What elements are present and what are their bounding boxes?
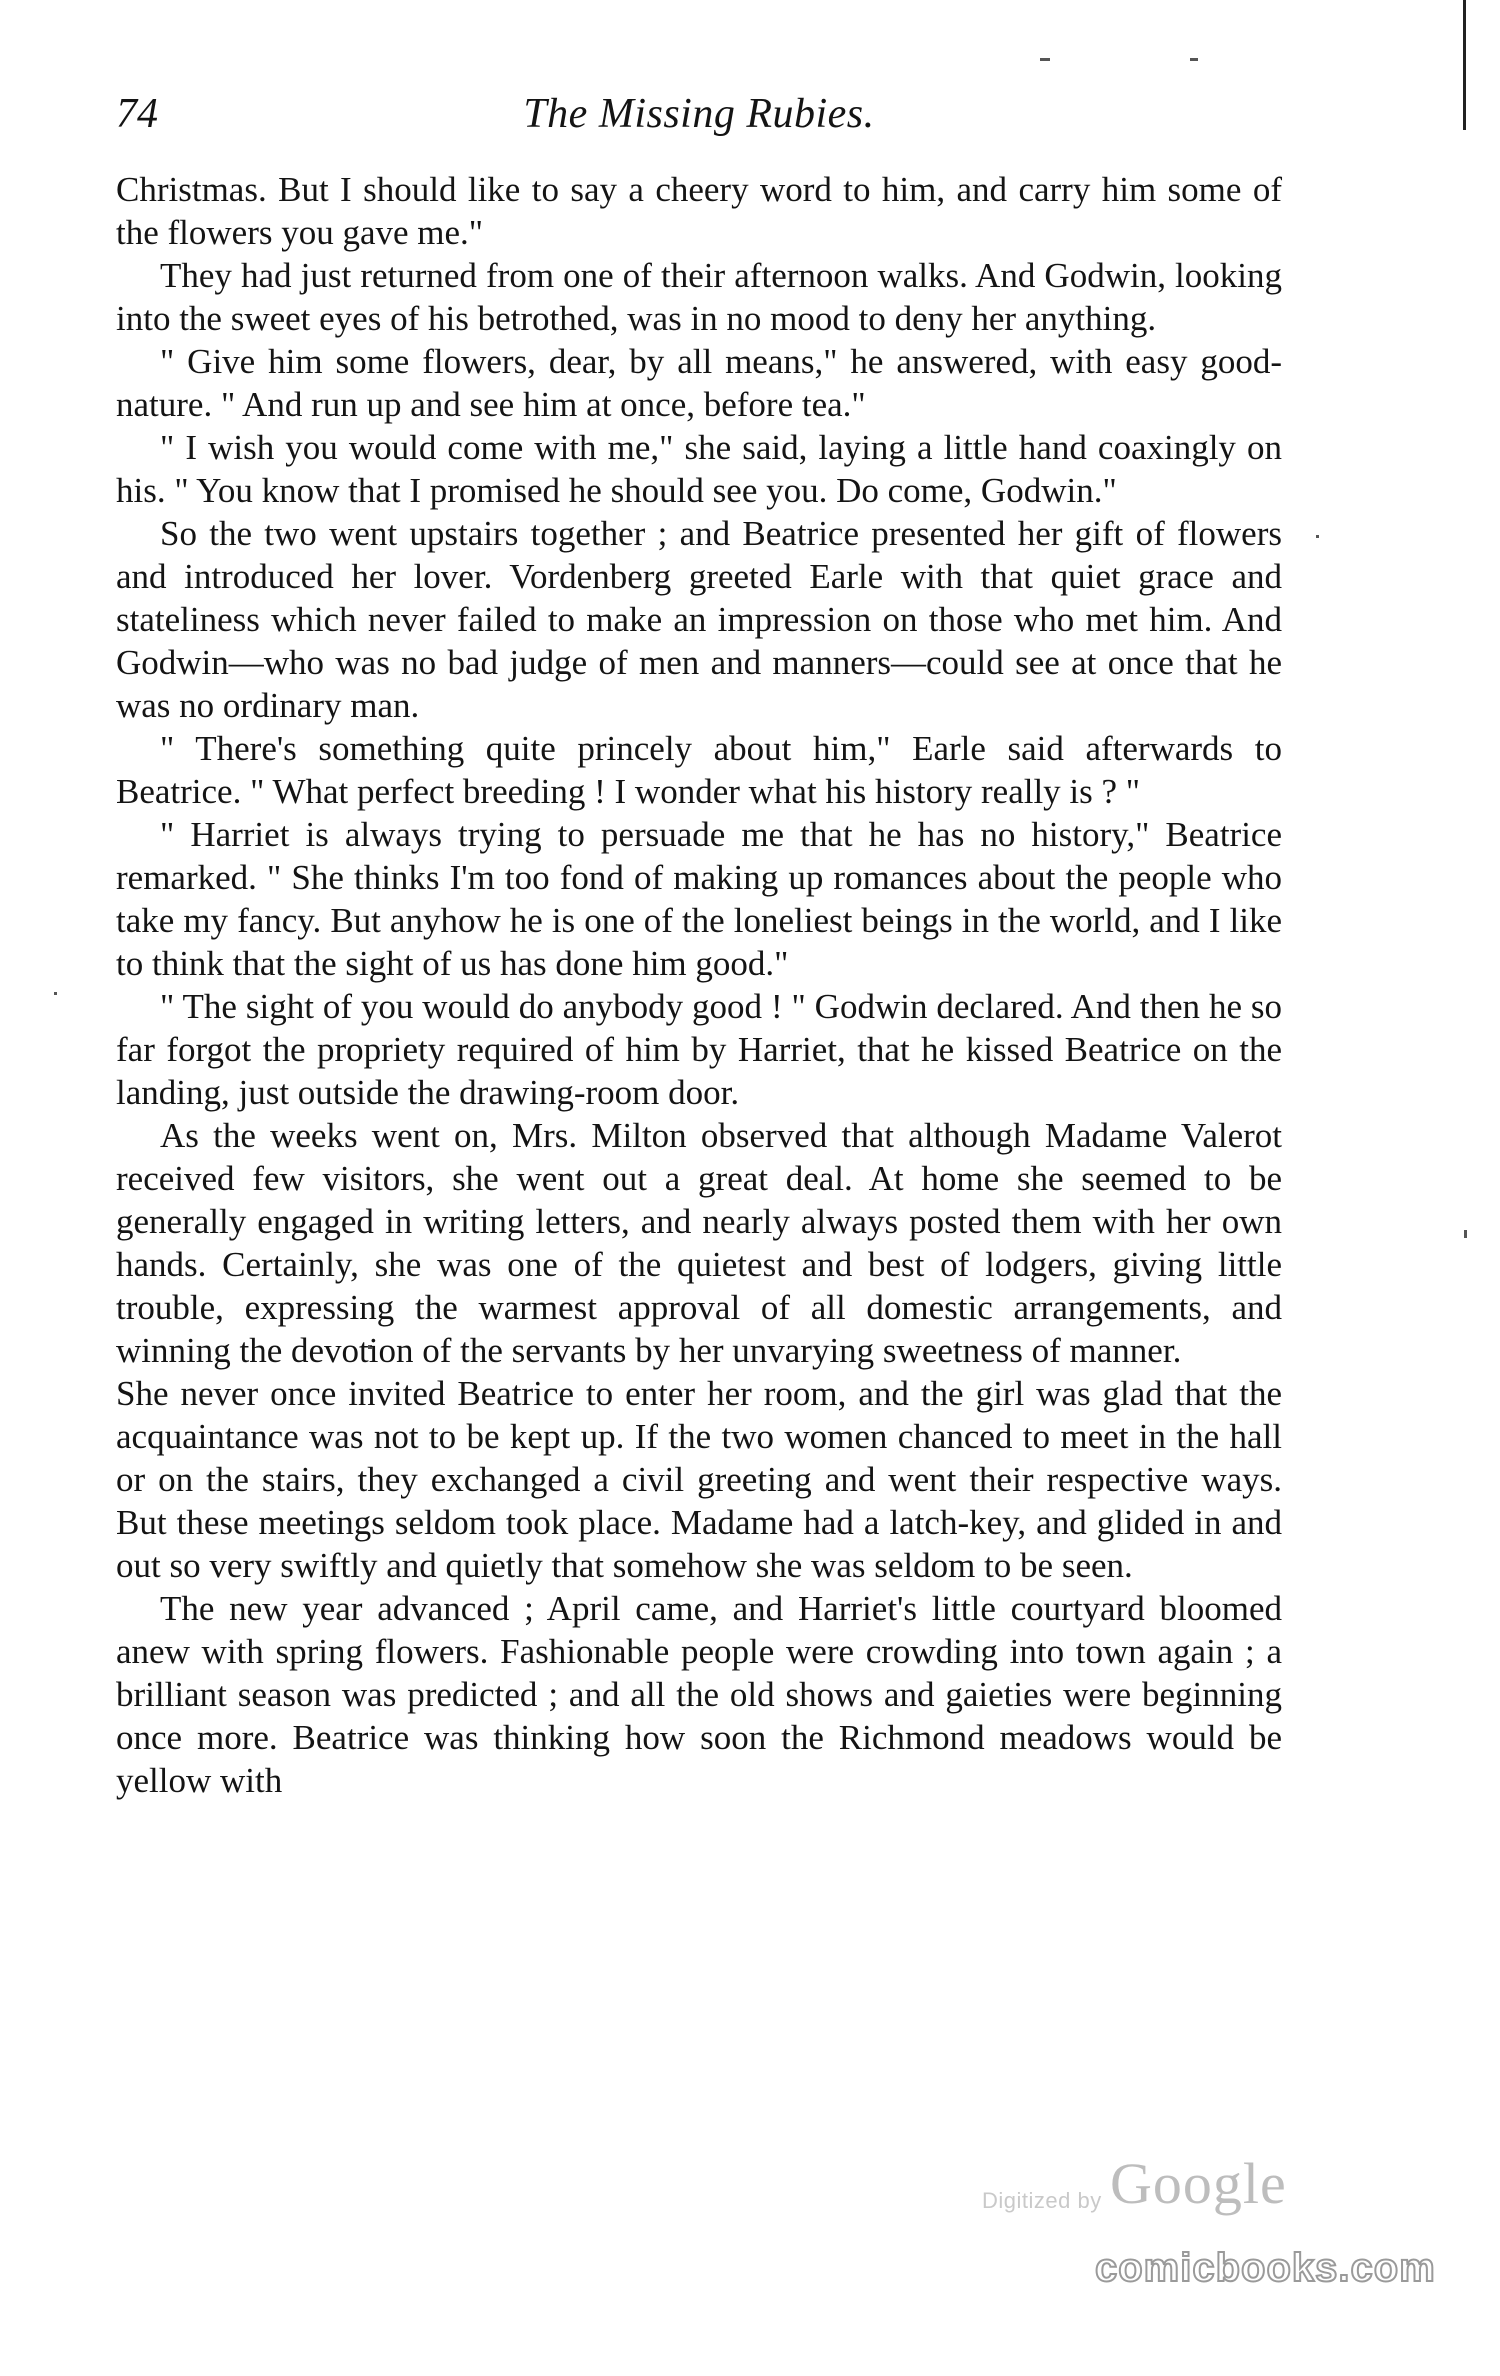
paragraph: " There's something quite princely about him," Earle said afterwards to Beatrice. " What perfect breeding ! I wonder what his history really is ? "	[116, 729, 1282, 811]
google-logo-text: Google	[1110, 2151, 1287, 2216]
running-header	[116, 84, 1282, 144]
digitized-by-label: Digitized by	[982, 2188, 1102, 2213]
paragraph: The new year advanced ; April came, and Harriet's little courtyard bloomed anew with spring flowers. Fashionable people were crowding into town again ; a brilliant season was predicted ; and all the old shows and gaieties were beginning once more. Beatrice was thinking how soon the Richmond meadows would be yellow with	[116, 1589, 1282, 1800]
paragraph: " Give him some flowers, dear, by all means," he answered, with easy good-nature. " And run up and see him at once, before tea."	[116, 342, 1282, 424]
page-number: 74	[116, 91, 158, 137]
scan-speck	[54, 992, 57, 995]
paragraph: " I wish you would come with me," she said, laying a little hand coaxingly on his. " You know that I promised he should see you. Do come, Godwin."	[116, 428, 1282, 510]
scan-speck	[1040, 58, 1050, 61]
page-edge-rule	[1463, 0, 1466, 130]
paragraph: They had just returned from one of their afternoon walks. And Godwin, looking into the sweet eyes of his betrothed, was in no mood to deny her anything.	[116, 256, 1282, 338]
scan-speck	[1190, 58, 1198, 61]
paragraph: " The sight of you would do anybody good ! " Godwin declared. And then he so far forgot the propriety required of him by Harriet, that he kissed Beatrice on the landing, just outside the drawing-room door.	[116, 987, 1282, 1112]
body-text	[116, 168, 1282, 1802]
paragraph: So the two went upstairs together ; and Beatrice presented her gift of flowers and introduced her lover. Vordenberg greeted Earle with that quiet grace and stateliness which never failed to make an impression on those who met him. And Godwin—who was no bad judge of men and manners—could see at once that he was no ordinary man.	[116, 514, 1282, 725]
scan-speck	[1316, 535, 1319, 538]
digitized-by-google-stamp	[970, 2150, 1290, 2220]
paragraph: She never once invited Beatrice to enter her room, and the girl was glad that the acquaintance was not to be kept up. If the two women chanced to meet in the hall or on the stairs, they exchanged a civil greeting and went their respective ways. But these meetings seldom took place. Madame had a latch-key, and glided in and out so very swiftly and quietly that somehow she was seldom to be seen.	[116, 1374, 1282, 1585]
scan-speck	[1464, 1230, 1467, 1238]
paragraph: As the weeks went on, Mrs. Milton observed that although Madame Valerot received few visitors, she went out a great deal. At home she seemed to be generally engaged in writing letters, and nearly always posted them with her own hands. Certainly, she was one of the quietest and best of lodgers, giving little trouble, expressing the warmest approval of all domestic arrangements, and winning the devotion of the servants by her unvarying sweetness of manner.	[116, 1116, 1282, 1370]
site-watermark: comicbooks.com	[1095, 2246, 1436, 2290]
running-title: The Missing Rubies.	[523, 91, 875, 137]
paragraph: Christmas. But I should like to say a cheery word to him, and carry him some of the flowers you gave me."	[116, 170, 1282, 252]
paragraph: " Harriet is always trying to persuade me that he has no history," Beatrice remarked. " She thinks I'm too fond of making up romances about the people who take my fancy. But anyhow he is one of the loneliest beings in the world, and I like to think that the sight of us has done him good."	[116, 815, 1282, 983]
